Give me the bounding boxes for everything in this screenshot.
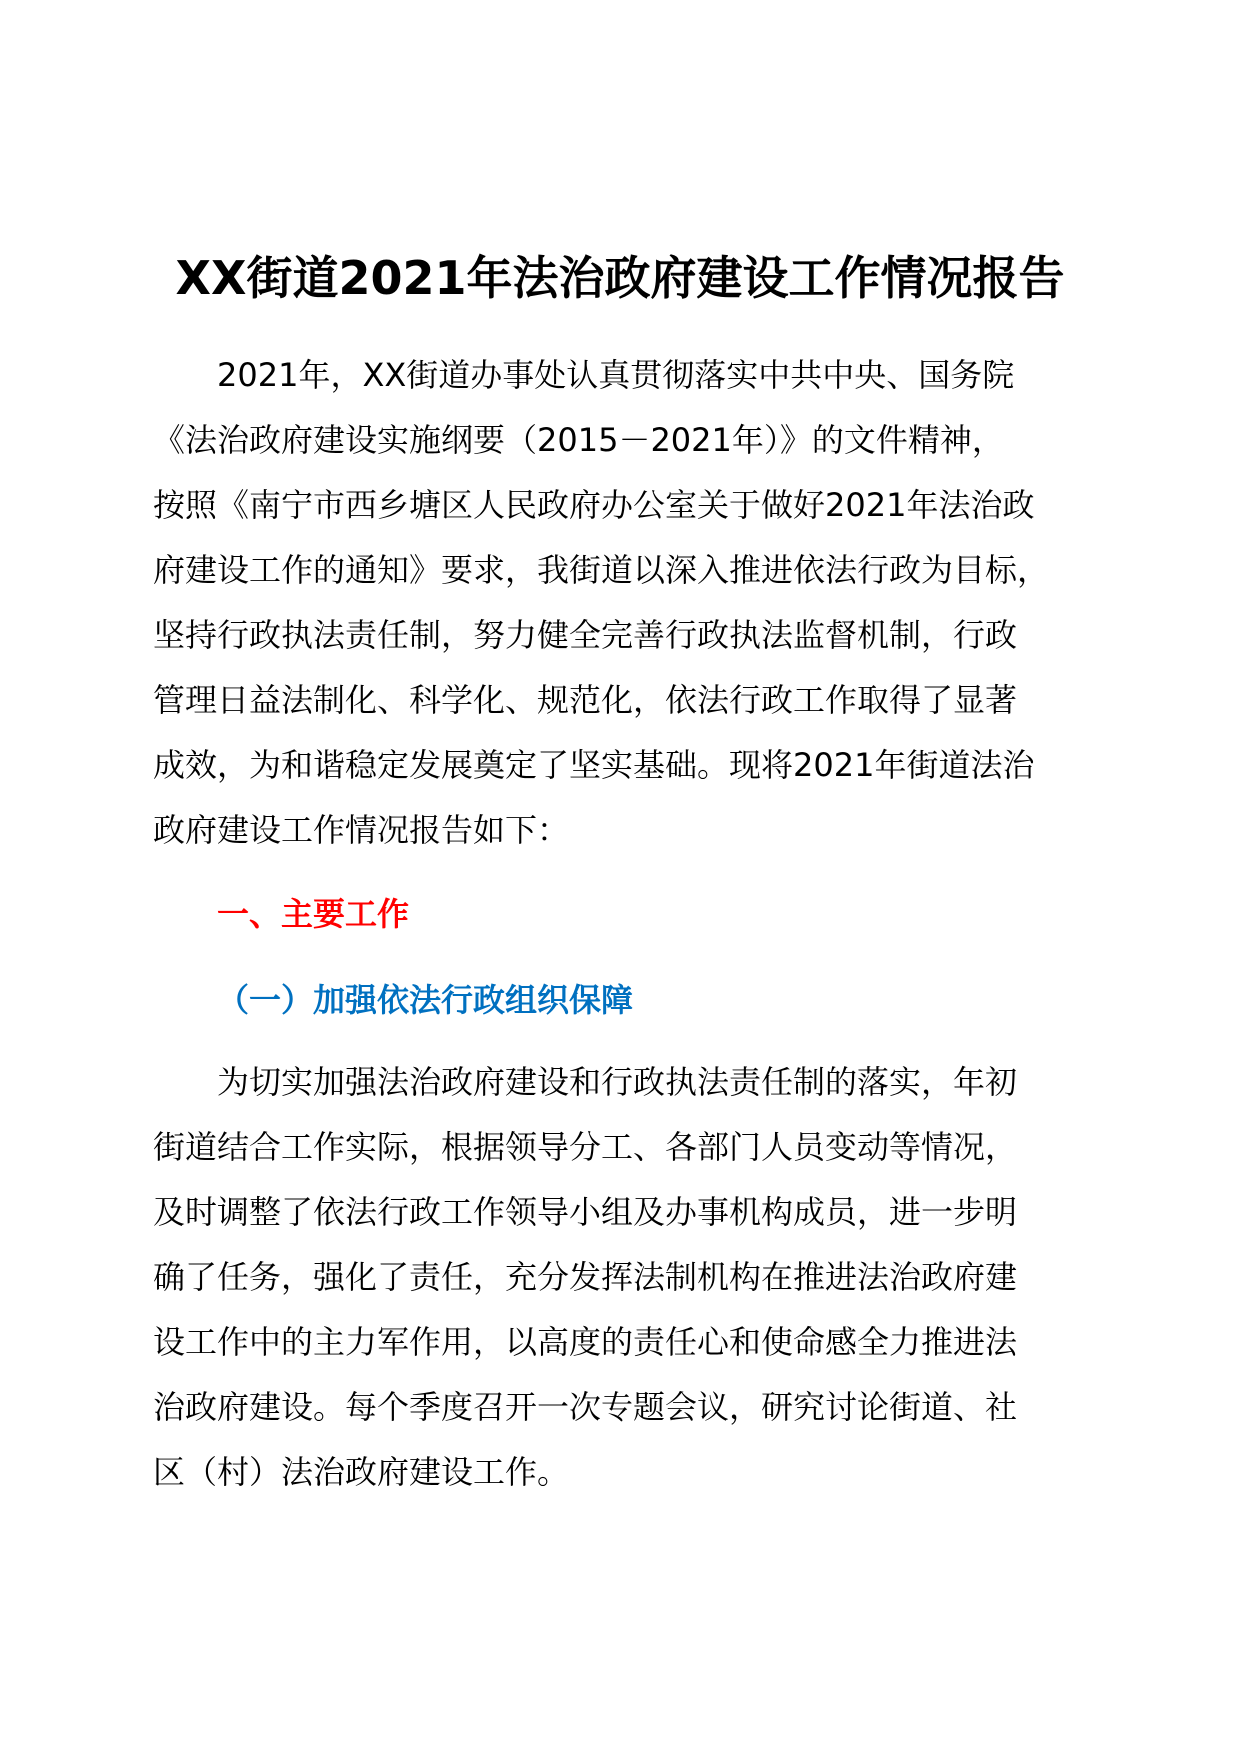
- subsection-heading: （一）加强依法行政组织保障: [217, 981, 634, 1019]
- intro-paragraph: 2021年，XX街道办事处认真贯彻落实中共中央、国务院 《法治政府建设实施纲要（2015－2021年）》的文件精神， 按照《南宁市西乡塘区人民政府办公室关于做好2021年法治政 府建设工作的通知》要求，我街道以深入推进依法行政为目标， 坚持行政执法责任制，努力健全完善行政执法监督机制，行政 管理日益法制化、科学化、规范化，依法行政工作取得了显著 成效，为和谐稳定发展奠定了坚实基础。现将2021年街道法治 政府建设工作情况报告如下：: [153, 356, 1050, 849]
- section-heading: 一、主要工作: [217, 895, 410, 933]
- document-title: XX街道2021年法治政府建设工作情况报告: [175, 251, 1065, 305]
- body-paragraph: 为切实加强法治政府建设和行政执法责任制的落实，年初 街道结合工作实际，根据领导分工、各部门人员变动等情况， 及时调整了依法行政工作领导小组及办事机构成员，进一步明 确了任务，强化了责任，充分发挥法制机构在推进法治政府建 设工作中的主力军作用，以高度的责任心和使命感全力推进法 治政府建设。每个季度召开一次专题会议，研究讨论街道、社 区（村）法治政府建设工作。: [153, 1063, 1018, 1491]
